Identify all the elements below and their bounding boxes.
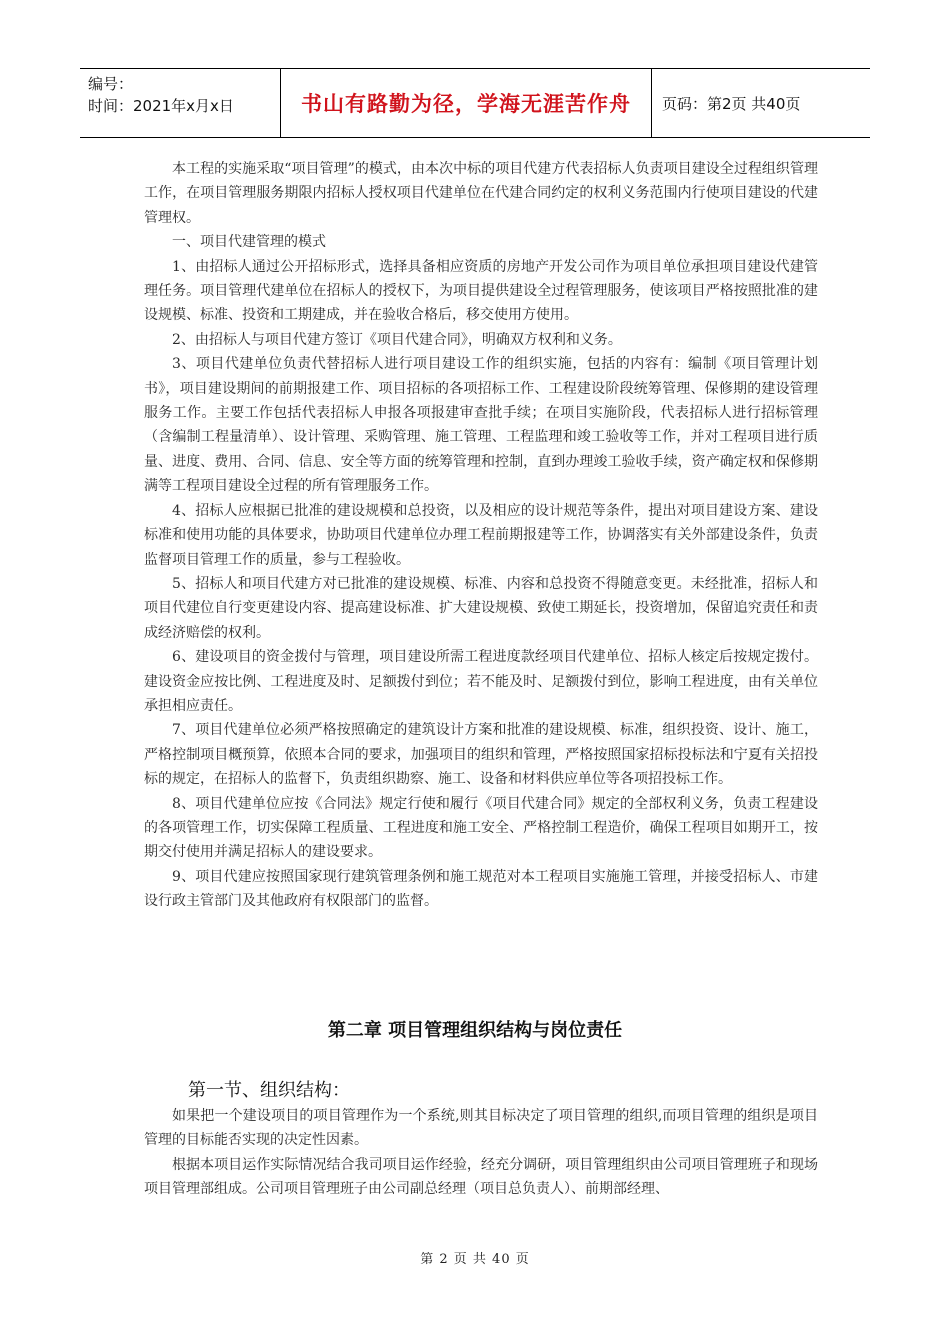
header-meta	[80, 69, 280, 137]
section-title: 第一节、组织结构：	[188, 1080, 350, 1101]
document-number-label: 编号：	[88, 75, 134, 93]
paragraph: 1、由招标人通过公开招标形式，选择具备相应资质的房地产开发公司作为项目单位承担项目建设代建管理任务。项目管理代建单位在招标人的授权下，为项目提供建设全过程管理服务，使该项目严格按照批准的建设规模、标准、投资和工期建成，并在验收合格后，移交使用方使用。	[144, 258, 818, 324]
page-footer: 第 2 页 共 40 页	[420, 1252, 530, 1267]
paragraph: 一、项目代建管理的模式	[172, 234, 326, 251]
document-date-label: 时间：2021年x月x日	[88, 97, 234, 115]
paragraph: 3、项目代建单位负责代替招标人进行项目建设工作的组织实施，包括的内容有：编制《项目管理计划书》，项目建设期间的前期报建工作、项目招标的各项招标工作、工程建设阶段统筹管理、保修期的建设管理服务工作。主要工作包括代表招标人申报各项报建审查批手续；在项目实施阶段，代表招标人进行招标管理（含编制工程量清单）、设计管理、采购管理、施工管理、工程监理和竣工验收等工作，并对工程项目进行质量、进度、费用、合同、信息、安全等方面的统筹管理和控制，直到办理竣工验收手续，资产确定权和保修期满等工程项目建设全过程的所有管理服务工作。	[144, 356, 818, 495]
paragraph: 5、招标人和项目代建方对已批准的建设规模、标准、内容和总投资不得随意变更。未经批准，招标人和项目代建位自行变更建设内容、提高建设标准、扩大建设规模、致使工期延长，投资增加，保留追究责任和责成经济赔偿的权利。	[144, 575, 818, 641]
main-body	[144, 157, 818, 914]
paragraph: 7、项目代建单位必须严格按照确定的建筑设计方案和批准的建设规模、标准，组织投资、设计、施工，严格控制项目概预算，依照本合同的要求，加强项目的组织和管理，严格按照国家招标投标法和宁夏有关招投标的规定，在招标人的监督下，负责组织勘察、施工、设备和材料供应单位等各项招投标工作。	[144, 722, 818, 788]
page-header	[80, 68, 870, 138]
paragraph: 如果把一个建设项目的项目管理作为一个系统,则其目标决定了项目管理的组织,而项目管理的组织是项目管理的目标能否实现的决定性因素。	[144, 1108, 818, 1149]
paragraph: 6、建设项目的资金拨付与管理，项目建设所需工程进度款经项目代建单位、招标人核定后按规定拨付。建设资金应按比例、工程进度及时、足额拨付到位；若不能及时、足额拨付到位，影响工程进度，由有关单位承担相应责任。	[144, 649, 818, 714]
paragraph: 9、项目代建应按照国家现行建筑管理条例和施工规范对本工程项目实施施工管理，并接受招标人、市建设行政主管部门及其他政府有权限部门的监督。	[144, 868, 818, 910]
paragraph: 8、项目代建单位应按《合同法》规定行使和履行《项目代建合同》规定的全部权利义务，负责工程建设的各项管理工作，切实保障工程质量、工程进度和施工安全、严格控制工程造价，确保工程项目如期开工，按期交付使用并满足招标人的建设要求。	[144, 795, 818, 861]
paragraph: 本工程的实施采取“项目管理”的模式，由本次中标的项目代建方代表招标人负责项目建设全过程组织管理工作，在项目管理服务期限内招标人授权项目代建单位在代建合同约定的权利义务范围内行使项目建设的代建管理权。	[144, 161, 818, 226]
paragraph: 根据本项目运作实际情况结合我司项目运作经验，经充分调研，项目管理组织由公司项目管理班子和现场项目管理部组成。公司项目管理班子由公司副总经理（项目总负责人）、前期部经理、	[144, 1156, 818, 1198]
chapter-title: 第二章 项目管理组织结构与岗位责任	[327, 1020, 623, 1041]
header-page-label: 页码：第2页 共40页	[662, 94, 801, 113]
header-motto: 书山有路勤为径，学海无涯苦作舟	[280, 69, 652, 137]
section-body	[144, 1104, 818, 1202]
paragraph: 4、招标人应根据已批准的建设规模和总投资，以及相应的设计规范等条件，提出对项目建设方案、建设标准和使用功能的具体要求，协助项目代建单位办理工程前期报建等工作，协调落实有关外部建设条件，负责监督项目管理工作的质量，参与工程验收。	[144, 502, 818, 568]
paragraph: 2、由招标人与项目代建方签订《项目代建合同》，明确双方权利和义务。	[172, 331, 622, 348]
